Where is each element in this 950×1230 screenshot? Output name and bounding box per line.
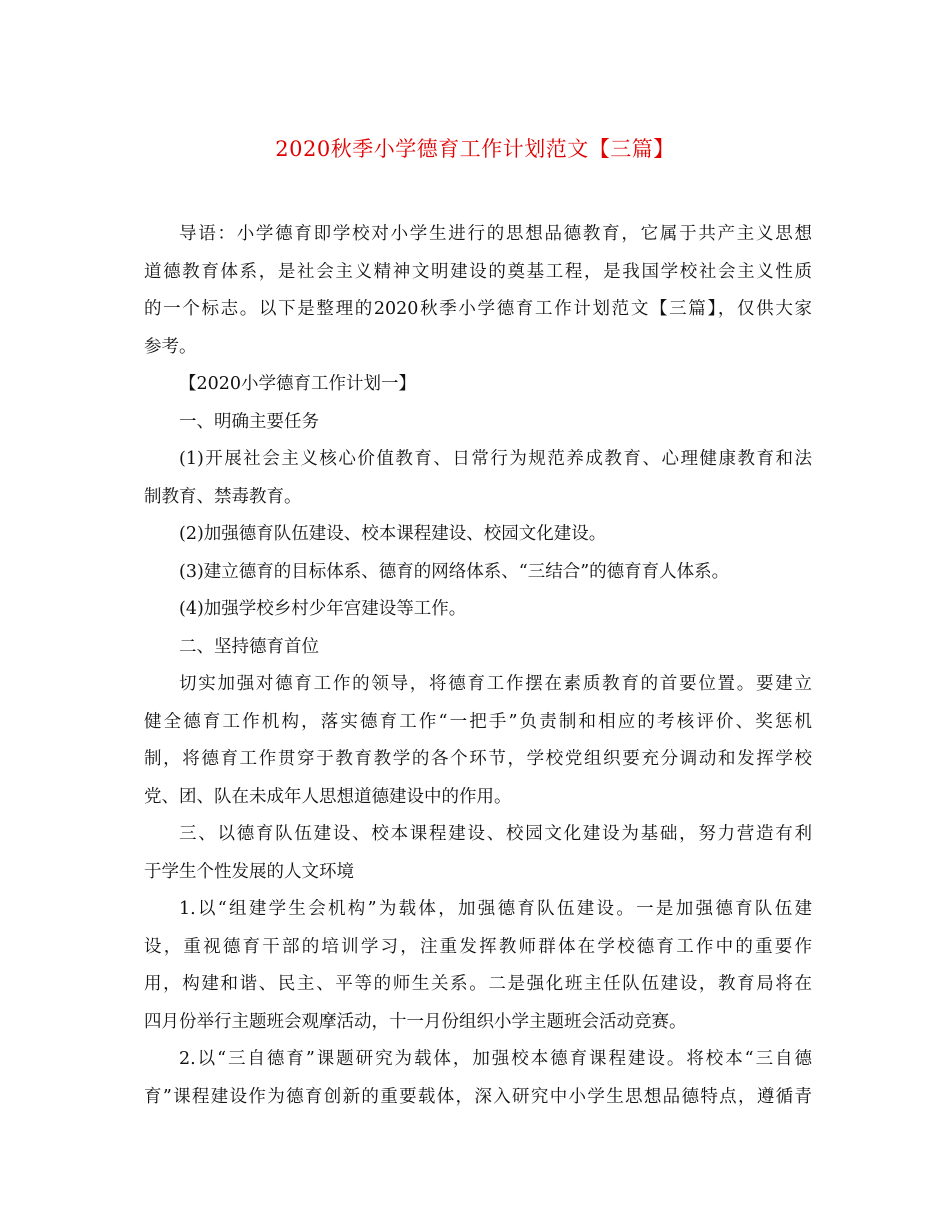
paragraph-line: 设，重视德育干部的培训学习，注重发挥教师群体在学校德育工作中的重要作: [144, 936, 812, 957]
list-item-line: (4)加强学校乡村少年宫建设等工作。: [179, 599, 467, 619]
paragraph-line: 四月份举行主题班会观摩活动，十一月份组织小学主题班会活动竞赛。: [144, 1011, 687, 1032]
section-heading: 二、坚持德育首位: [179, 636, 319, 657]
list-item-line: (2)加强德育队伍建设、校本课程建设、校园文化建设。: [179, 524, 607, 544]
paragraph-line: 切实加强对德育工作的领导，将德育工作摆在素质教育的首要位置。要建立: [179, 674, 812, 694]
paragraph-line: 道德教育体系，是社会主义精神文明建设的奠基工程，是我国学校社会主义性质: [144, 261, 812, 282]
section-heading: 一、明确主要任务: [179, 411, 319, 432]
paragraph-line: 育”课程建设作为德育创新的重要载体，深入研究中小学生思想品德特点，遵循青: [144, 1086, 812, 1107]
section-heading: 三、以德育队伍建设、校本课程建设、校园文化建设为基础，努力营造有利: [179, 824, 812, 844]
paragraph-line: 党、团、队在未成年人思想道德建设中的作用。: [144, 786, 512, 807]
section-heading: 于学生个性发展的人文环境: [144, 861, 354, 882]
paragraph-line: 导语：小学德育即学校对小学生进行的思想品德教育，它属于共产主义思想: [179, 224, 812, 244]
paragraph-line: 参考。: [144, 336, 197, 357]
document-title: 2020秋季小学德育工作计划范文【三篇】: [275, 137, 675, 161]
list-item-line: 制教育、禁毒教育。: [144, 486, 302, 507]
section-heading: 【2020小学德育工作计划一】: [179, 374, 417, 394]
list-item-line: (1)开展社会主义核心价值教育、日常行为规范养成教育、心理健康教育和法: [179, 449, 812, 469]
paragraph-line: 健全德育工作机构，落实德育工作“一把手”负责制和相应的考核评价、奖惩机: [144, 711, 812, 732]
paragraph-line: 用，构建和谐、民主、平等的师生关系。二是强化班主任队伍建设，教育局将在: [144, 974, 812, 994]
paragraph-line: 的一个标志。以下是整理的2020秋季小学德育工作计划范文【三篇】，仅供大家: [144, 299, 812, 319]
paragraph-line: 1.以“组建学生会机构”为载体，加强德育队伍建设。一是加强德育队伍建: [179, 899, 812, 919]
document-body: [144, 216, 812, 1116]
list-item-line: (3)建立德育的目标体系、德育的网络体系、“三结合”的德育育人体系。: [179, 561, 730, 582]
paragraph-line: 2.以“三自德育”课题研究为载体，加强校本德育课程建设。将校本“三自德: [179, 1049, 812, 1069]
paragraph-line: 制，将德育工作贯穿于教育教学的各个环节，学校党组织要充分调动和发挥学校: [144, 749, 812, 769]
